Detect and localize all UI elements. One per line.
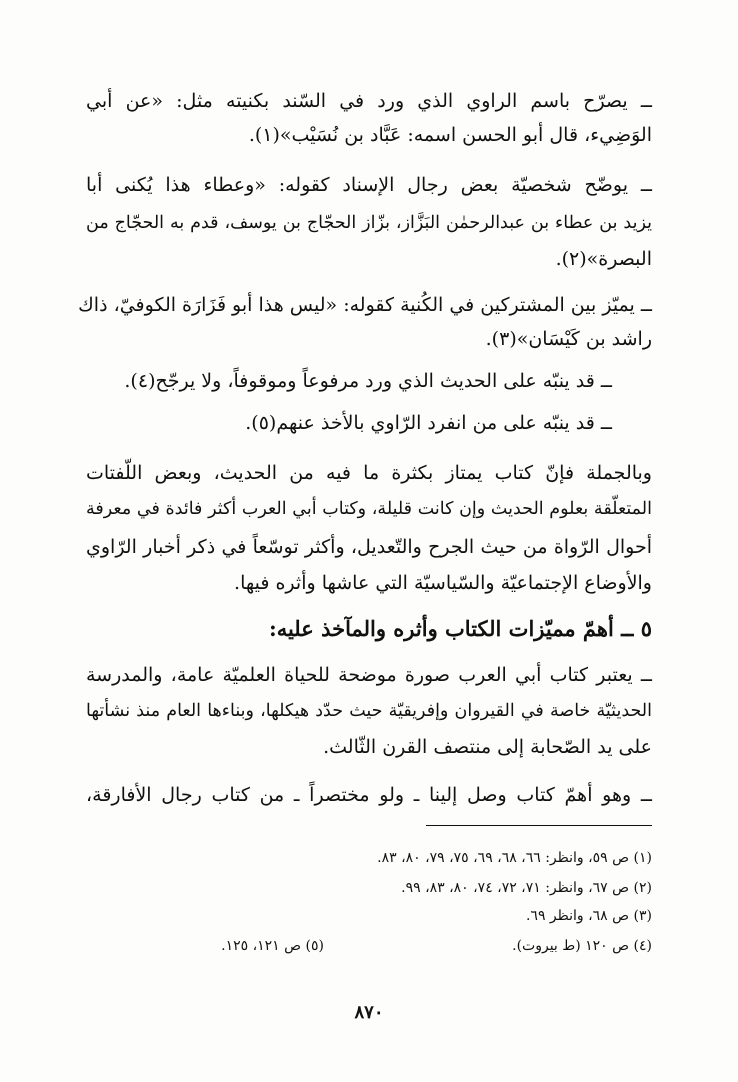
text-line-5: البصرة»(٢).	[555, 248, 652, 270]
footnote-3: (٣) ص ٦٨، وانظر ٦٩.	[525, 908, 652, 924]
text-line-16: الحديثيّة خاصة في القيروان وإفريقيّة حيث حدّد هيكلها، وبناءها العام منذ نشأتها	[86, 701, 652, 721]
text-line-2: الوَضِيء، قال أبو الحسن اسمه: عَبَّاد بن نُسَيْب»(١).	[248, 124, 652, 146]
text-line-12: أحوال الرّواة من حيث الجرح والتّعديل، وأكثر توسّعاً في ذكر أخبار الرّاوي	[86, 536, 652, 558]
text-line-1: ــ يصرّح باسم الراوي الذي ورد في السّند بكنيته مثل: «عن أبي	[86, 90, 652, 112]
text-line-4: يزيد بن عطاء بن عبدالرحمٰن البَزَّاز، بزّاز الحجّاج بن يوسف، قدم به الحجّاج من	[86, 213, 652, 233]
text-line-9: ــ قد ينبّه على من انفرد الرّاوي بالأخذ عنهم(٥).	[245, 412, 612, 434]
text-line-11: المتعلّقة بعلوم الحديث وإن كانت قليلة، وكتاب أبي العرب أكثر فائدة في معرفة	[86, 499, 652, 519]
footnote-2: (٢) ص ٦٧، وانظر: ٧١، ٧٢، ٧٤، ٨٠، ٨٣، ٩٩.	[401, 880, 652, 896]
footnote-1: (١) ص ٥٩، وانظر: ٦٦، ٦٨، ٦٩، ٧٥، ٧٩، ٨٠، ٨٣.	[377, 850, 652, 866]
text-line-3: ــ يوضّح شخصيّة بعض رجال الإسناد كقوله: «وعطاء هذا يُكنى أبا	[86, 174, 652, 196]
text-line-6: ــ يميّز بين المشتركين في الكُنية كقوله: «ليس هذا أبو فَزَارَة الكوفيّ، ذاك	[78, 294, 652, 316]
text-line-10: وبالجملة فإنّ كتاب يمتاز بكثرة ما فيه من الحديث، وبعض اللّفتات	[86, 462, 652, 484]
text-line-17: على يد الصّحابة إلى منتصف القرن الثّالث.	[323, 736, 652, 758]
footnote-4: (٤) ص ١٢٠ (ط بيروت).	[512, 938, 652, 954]
text-line-18: ــ وهو أهمّ كتاب وصل إلينا ـ ولو مختصراً ـ من كتاب رجال الأفارقة،	[86, 784, 652, 806]
footnote-5: (٥) ص ١٢١، ١٢٥.	[221, 938, 324, 954]
text-line-15: ــ يعتبر كتاب أبي العرب صورة موضحة للحياة العلميّة عامة، والمدرسة	[86, 664, 652, 686]
section-heading: ٥ ــ أهمّ مميّزات الكتاب وأثره والمآخذ عليه:	[268, 616, 652, 641]
text-line-13: والأوضاع الإجتماعيّة والسّياسيّة التي عاشها وأثره فيها.	[234, 572, 652, 594]
text-line-7: راشد بن كَيْسَان»(٣).	[485, 328, 652, 350]
text-line-8: ــ قد ينبّه على الحديث الذي ورد مرفوعاً وموقوفاً، ولا يرجّح(٤).	[124, 370, 612, 392]
page-number: ٨٧٠	[354, 1002, 384, 1023]
footnote-separator	[426, 825, 652, 826]
